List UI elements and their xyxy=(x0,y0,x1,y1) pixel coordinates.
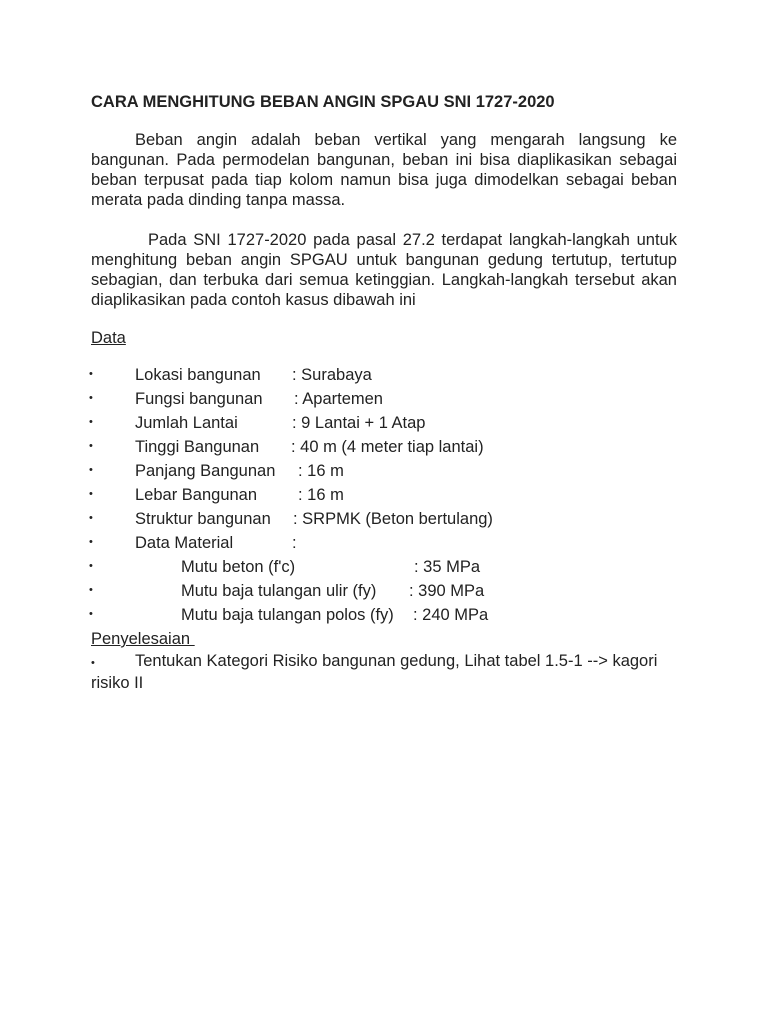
bullet-icon: • xyxy=(89,464,93,476)
item-value: : 9 Lantai + 1 Atap xyxy=(292,414,426,432)
bullet-icon: • xyxy=(89,584,93,596)
document-title: CARA MENGHITUNG BEBAN ANGIN SPGAU SNI 1727-2020 xyxy=(91,93,555,111)
list-item xyxy=(0,510,768,534)
list-item xyxy=(0,486,768,510)
item-value: : 35 MPa xyxy=(414,558,481,576)
list-item xyxy=(0,366,768,390)
bullet-icon: • xyxy=(89,560,93,572)
item-label: Panjang Bangunan xyxy=(135,462,276,480)
item-value: : xyxy=(292,534,297,552)
list-item xyxy=(0,558,768,582)
list-item xyxy=(0,606,768,630)
bullet-icon: • xyxy=(89,416,93,428)
item-label: Data Material xyxy=(135,534,234,552)
bullet-icon: • xyxy=(89,608,93,620)
item-label: Mutu baja tulangan ulir (fy) xyxy=(181,582,377,600)
list-item xyxy=(0,414,768,438)
bullet-icon: • xyxy=(89,440,93,452)
item-value: : 16 m xyxy=(298,486,344,504)
item-value: : 390 MPa xyxy=(409,582,485,600)
item-value: : Apartemen xyxy=(294,390,383,408)
solution-heading: Penyelesaian xyxy=(91,630,195,648)
list-item xyxy=(0,438,768,462)
list-item xyxy=(0,582,768,606)
data-list xyxy=(0,366,768,630)
item-label: Jumlah Lantai xyxy=(135,414,238,432)
bullet-icon: • xyxy=(91,657,95,669)
item-value: : SRPMK (Beton bertulang) xyxy=(293,510,493,528)
bullet-icon: • xyxy=(89,368,93,380)
item-label: Lebar Bangunan xyxy=(135,486,258,504)
solution-step xyxy=(91,651,677,693)
intro-paragraph: Beban angin adalah beban vertikal yang mengarah langsung ke bangunan. Pada permodelan bangunan, beban ini bisa diaplikasikan sebagai beban terpusat pada tiap kolom namun bisa juga dimodelkan sebagai beban merata pada dinding tanpa massa. xyxy=(91,131,677,209)
method-paragraph: Pada SNI 1727-2020 pada pasal 27.2 terdapat langkah-langkah untuk menghitung beban angin SPGAU untuk bangunan gedung tertutup, tertutup sebagian, dan terbuka dari semua ketinggian. Langkah-langkah tersebut akan diaplikasikan pada contoh kasus dibawah ini xyxy=(91,231,677,309)
bullet-icon: • xyxy=(89,512,93,524)
item-value: : 240 MPa xyxy=(413,606,489,624)
item-label: Lokasi bangunan xyxy=(135,366,261,384)
list-item xyxy=(0,390,768,414)
bullet-icon: • xyxy=(89,488,93,500)
item-value: : 40 m (4 meter tiap lantai) xyxy=(291,438,484,456)
list-item xyxy=(0,462,768,486)
bullet-icon: • xyxy=(89,392,93,404)
item-label: Fungsi bangunan xyxy=(135,390,263,408)
data-heading: Data xyxy=(91,329,126,347)
solution-step-text: Tentukan Kategori Risiko bangunan gedung, Lihat tabel 1.5-1 --> kagori risiko II xyxy=(91,652,658,692)
item-label: Mutu beton (f'c) xyxy=(181,558,296,576)
list-item xyxy=(0,534,768,558)
bullet-icon: • xyxy=(89,536,93,548)
item-value: : 16 m xyxy=(298,462,344,480)
item-label: Tinggi Bangunan xyxy=(135,438,260,456)
item-label: Mutu baja tulangan polos (fy) xyxy=(181,606,394,624)
item-label: Struktur bangunan xyxy=(135,510,271,528)
item-value: : Surabaya xyxy=(292,366,372,384)
